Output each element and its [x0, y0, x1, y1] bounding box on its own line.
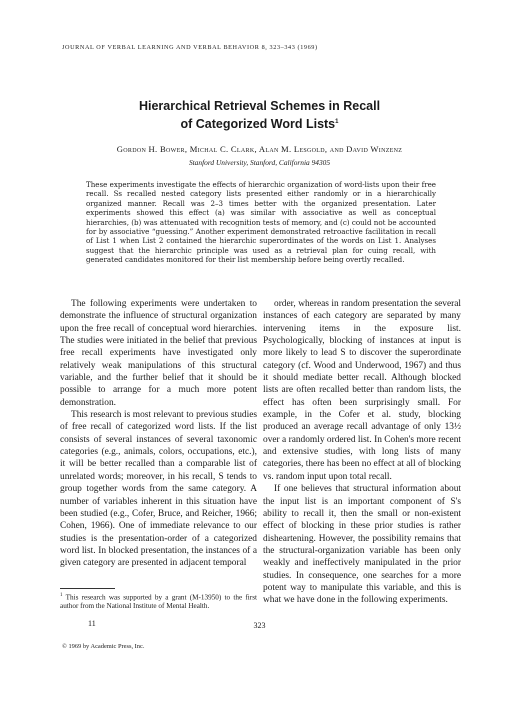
journal-header: JOURNAL OF VERBAL LEARNING AND VERBAL BEHAVIOR 8, 323–343 (1969)	[62, 44, 318, 51]
abstract: These experiments investigate the effects of hierarchic organization of word-lists upon their free recall. Ss recalled nested category lists presented either randomly or in a hierarchically organized manner. Recall was 2–3 times better with the organized presentation. Later experiments showed this effect (a) was similar with associative as well as conceptual hierarchies, (b) was attenuated with recognition tests of memory, and (c) could not be accounted for by associative “guessing.” Another experiment demonstrated retroactive facilitation in recall of List 1 when List 2 contained the hierarchic superordinates of the words on List 1. Analyses suggest that the hierarchic principle was used as a retrieval plan for cuing recall, with generated candidates monitored for their list membership before being overtly recalled.	[86, 180, 436, 265]
body-paragraph: order, whereas in random presentation the several instances of each category are separated by many intervening items in the exposure list. Psychologically, blocking of instances at input is more likely to lead S to discover the superordinate category (cf. Wood and Underwood, 1967) and thus it should mediate better recall. Although blocked lists are often recalled better than random lists, the effect has often been surprisingly small. For example, in the Cofer et al. study, blocking produced an average recall advantage of only 13½ over a randomly ordered list. In Cohen's more recent and extensive studies, with long lists of many categories, there has been no effect at all of blocking vs. random input upon total recall.	[263, 299, 461, 482]
footnote-divider	[60, 588, 115, 589]
left-page-number: 11	[88, 619, 96, 628]
body-column-right	[263, 298, 461, 607]
affiliation: Stanford University, Stanford, California 94305	[188, 158, 331, 167]
article-title-line-1	[0, 98, 519, 114]
page-number: 323	[253, 621, 266, 630]
body-column-left	[60, 298, 257, 583]
footnote-text: This research was supported by a grant (M-13950) to the first author from the National Institute of Mental Health.	[60, 593, 257, 611]
title-text-2: of Categorized Word Lists	[180, 117, 336, 132]
title-text-1: Hierarchical Retrieval Schemes in Recall	[138, 99, 381, 113]
body-paragraph: This research is most relevant to previous studies of free recall of categorized word lists. If the list consists of several instances of several taxonomic categories (e.g., animals, colors, occupations, etc.), it will be better recalled than a comparable list of unrelated words; moreover, in his recall, S tends to group together words from the same category. A number of variables inherent in this situation have been studied (e.g., Cofer, Bruce, and Reicher, 1966; Cohen, 1966). One of immediate relevance to our studies is the presentation-order of a categorized word list. In blocked presentation, the instances of a given category are presented in adjacent temporal	[60, 410, 257, 569]
article-title-line-2	[0, 114, 519, 132]
footnote	[60, 591, 257, 611]
footnote-marker: 1	[60, 593, 63, 598]
body-paragraph: If one believes that structural information about the input list is an important component of S's ability to recall it, then the small or non-existent effect of blocking in these prior studies is rather disheartening. However, the possibility remains that the structural-organization variable has been only weakly and ineffectively manipulated in the prior studies. In consequence, one searches for a more potent way to manipulate this variable, and this is what we have done in the following experiments.	[263, 484, 461, 606]
copyright-notice: © 1969 by Academic Press, Inc.	[62, 643, 145, 650]
body-paragraph: The following experiments were undertaken to demonstrate the influence of structural organization upon the free recall of conceptual word hierarchies. The studies were initiated in the belief that previous free recall experiments have investigated only relatively weak manipulations of this structural variable, and the further belief that it should be possible to arrange for a much more potent demonstration.	[60, 299, 257, 408]
title-footnote-marker: 1	[335, 119, 339, 125]
author-list: Gordon H. Bower, Michal C. Clark, Alan M. Lesgold, and David Winzenz	[116, 144, 403, 154]
